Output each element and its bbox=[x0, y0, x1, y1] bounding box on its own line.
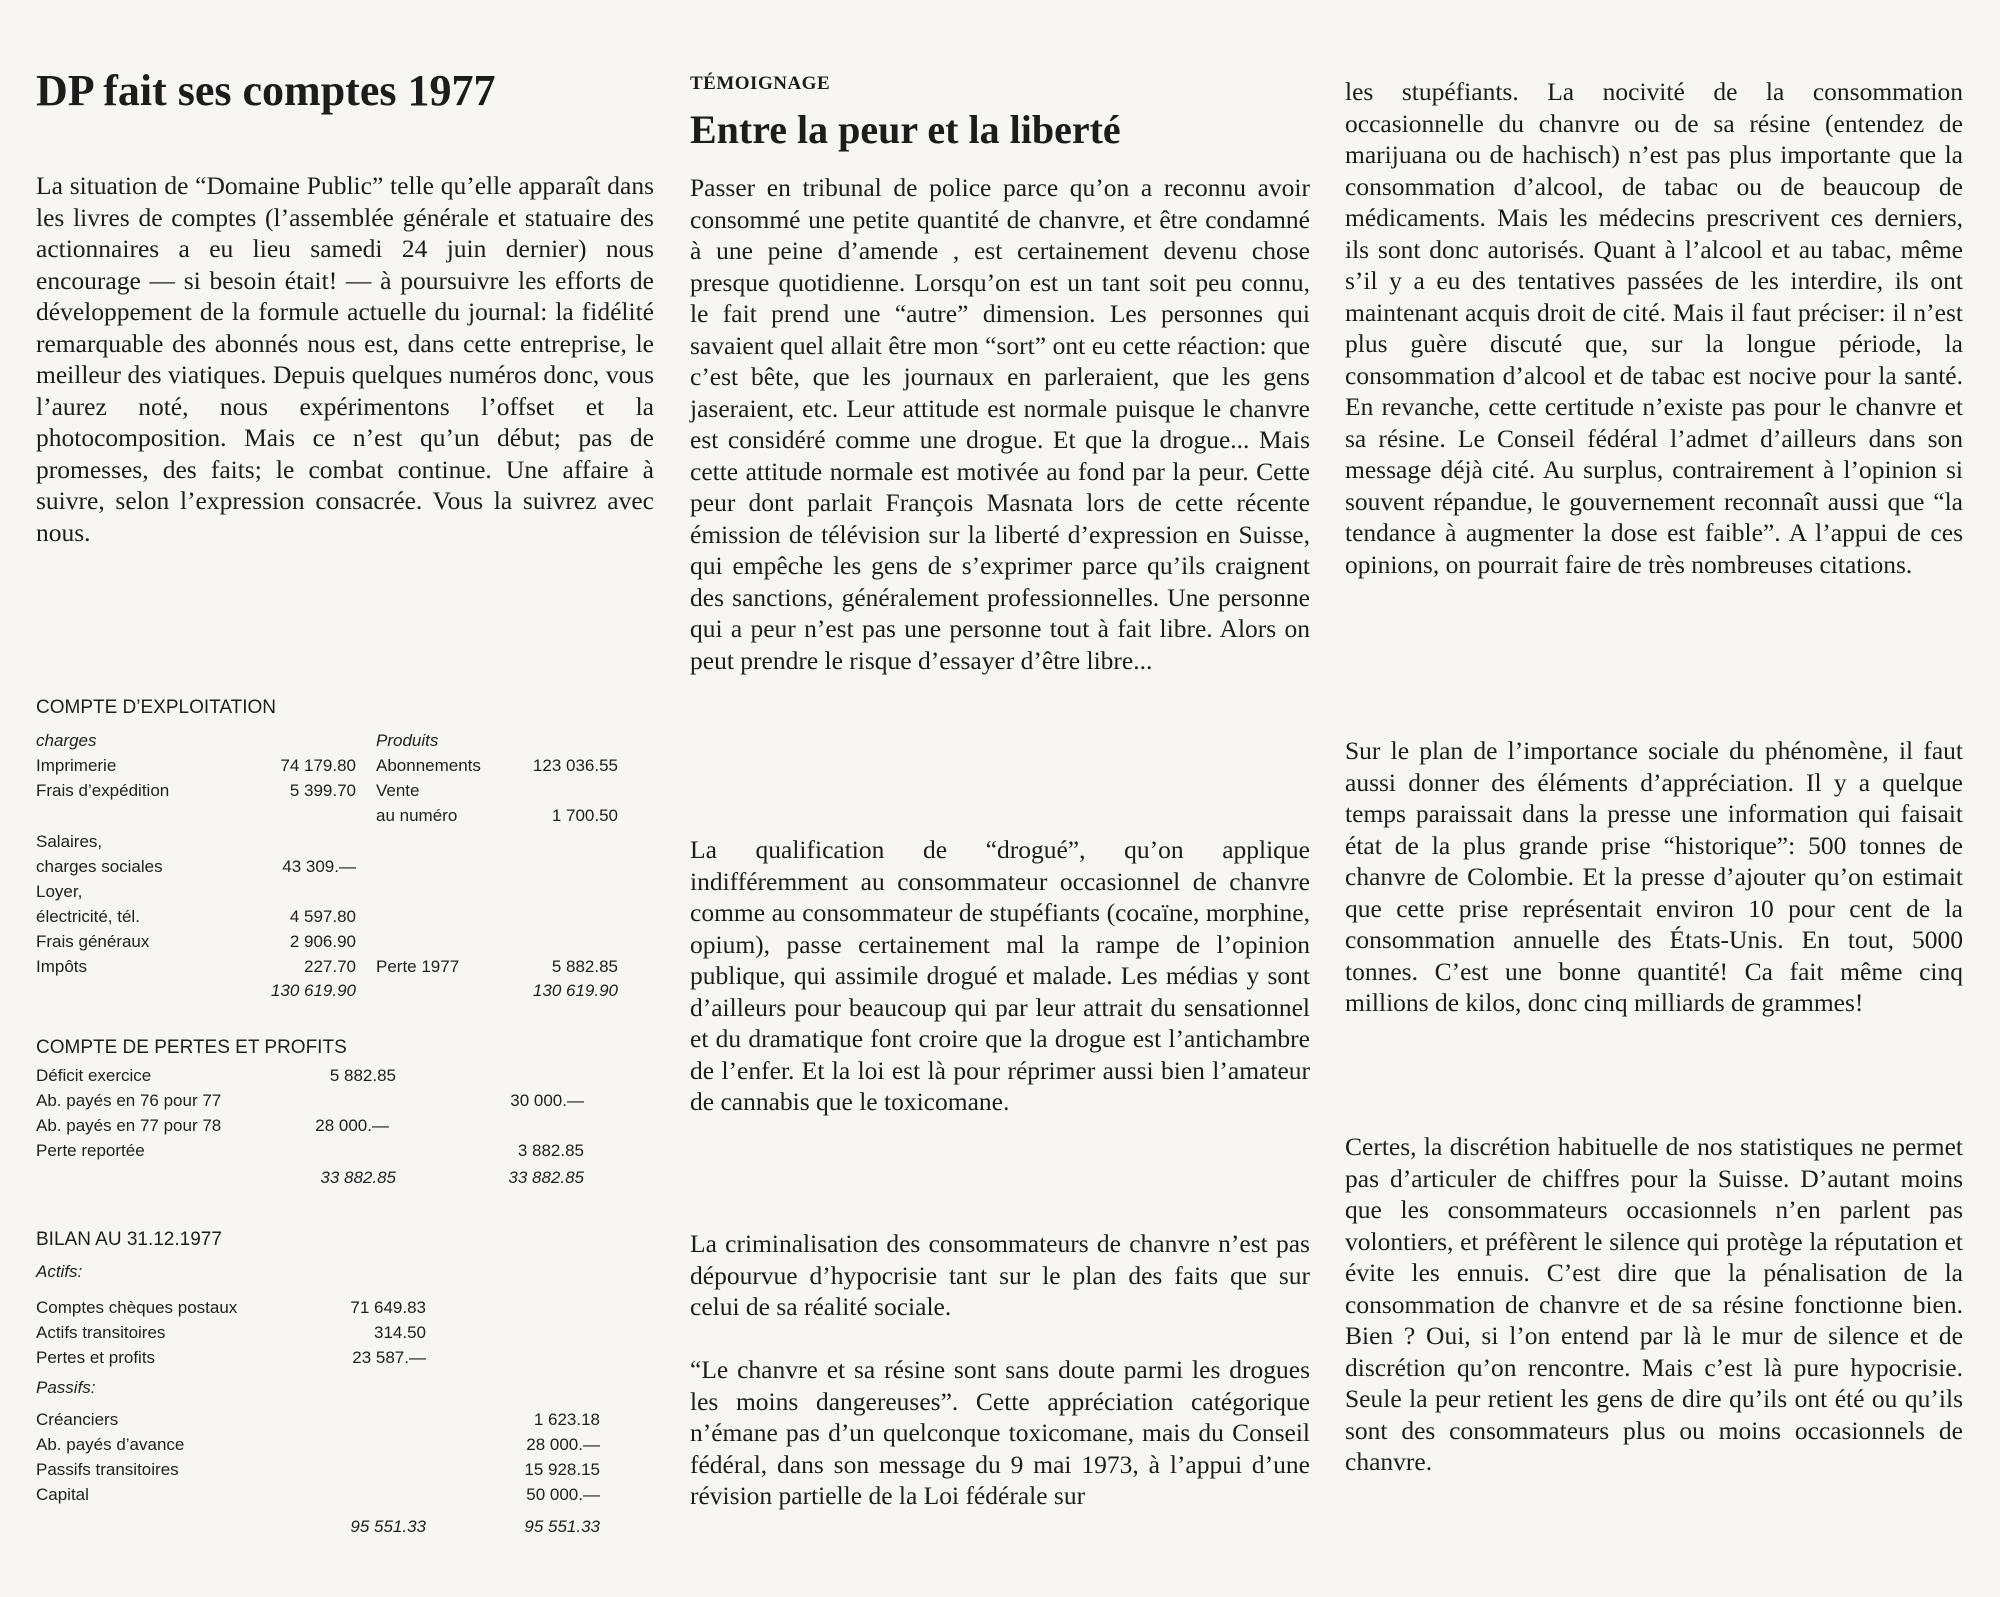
total-passifs: 95 551.33 bbox=[524, 1517, 600, 1536]
passif-row-amount: 15 928.15 bbox=[524, 1460, 600, 1479]
actif-row-amount: 23 587.— bbox=[352, 1348, 426, 1367]
kicker-temoignage: TÉMOIGNAGE bbox=[690, 73, 831, 94]
produits-heading: Produits bbox=[376, 731, 439, 750]
passif-row-amount: 28 000.— bbox=[526, 1435, 600, 1454]
produit-row-amount: 1 700.50 bbox=[551, 806, 618, 825]
exploitation-title: COMPTE D’EXPLOITATION bbox=[36, 697, 276, 718]
bilan bbox=[36, 1227, 656, 1547]
total-charges: 130 619.90 bbox=[270, 981, 356, 1000]
passifs-heading: Passifs: bbox=[36, 1378, 96, 1397]
pertes-row-debit: 5 882.85 bbox=[329, 1066, 396, 1085]
article-paragraph-6: Sur le plan de l’importance sociale du phénomène, il faut aussi donner des éléments d’appréciation. Il y a quelque temps paraissait dans la presse une information qui faisait état de la plus grande prise “historique”: 500 tonnes de chanvre de Colombie. Et la presse d’ajouter qu’on estimait que cette prise représentait environ 10 pour cent de la consommation annuelle des États-Unis. En tout, 5000 tonnes. C’est une bonne quantité! Ca fait même cinq millions de kilos, donc cinq milliards de grammes! bbox=[1345, 736, 1963, 1017]
passif-row-label: Passifs transitoires bbox=[36, 1460, 179, 1479]
headline-peur-liberte: Entre la peur et la liberté bbox=[690, 107, 1121, 152]
article-paragraph-1: Passer en tribunal de police parce qu’on a reconnu avoir consommé une petite quantité de chanvre, et être condamné à une peine d’amende , est certainement devenu chose presque quotidienne. Lorsqu’on est un tant soit peu connu, le fait prend une “autre” dimension. Les personnes qui savaient quel allait être mon “sort” ont eu cette réaction: que c’est bête, que les journaux en parleraient, que les gens jaseraient, etc. Leur attitude est normale puisque le chanvre est considéré comme une drogue. Et que la drogue... Mais cette attitude normale est motivée au fond par la peur. Cette peur dont parlait François Masnata lors de cette récente émission de télévision sur la liberté d’expression en Suisse, qui empêche les gens de s’exprimer parce qu’ils craignent des sanctions, généralement professionnelles. Une personne qui a peur n’est pas une personne tout à fait libre. Alors on peut prendre le risque d’essayer d’être libre... bbox=[690, 173, 1310, 675]
bilan-title: BILAN AU 31.12.1977 bbox=[36, 1229, 222, 1250]
article-paragraph-2: La qualification de “drogué”, qu’on applique indifféremment au consommateur occasionnel de chanvre comme au consommateur de stupéfiants (cocaïne, morphine, opium), passe certainement mal la rampe de l’opinion publique, qui assimile drogué et malade. Les médias y sont d’ailleurs pour beaucoup qui par leur attrait du sensationnel et du dramatique font croire que la drogue est l’antichambre de l’enfer. Et la loi est là pour réprimer aussi bien l’amateur de cannabis que le toxicomane. bbox=[690, 835, 1310, 1116]
charge-row-label: Loyer, bbox=[36, 882, 83, 901]
headline-comptes: DP fait ses comptes 1977 bbox=[36, 66, 496, 115]
charge-row-label: Salaires, bbox=[36, 832, 103, 851]
pertes-row-label: Perte reportée bbox=[36, 1141, 145, 1160]
charge-row-label: Frais d’expédition bbox=[36, 781, 170, 800]
produit-row-label: au numéro bbox=[376, 806, 458, 825]
intro-paragraph: La situation de “Domaine Public” telle qu’elle apparaît dans les livres de comptes (l’assemblée générale et statuaire des actionnaires a eu lieu samedi 24 juin dernier) nous encourage — si besoin était! — à poursuivre les efforts de développement de la formule actuelle du journal: la fidélité remarquable des abonnés nous est, dans cette entreprise, le meilleur des viatiques. Depuis quelques numéros donc, vous l’aurez noté, nous expérimentons l’offset et la photocomposition. Mais ce n’est qu’un début; pas de promesses, des faits; le combat continue. Une affaire à suivre, selon l’expression consacrée. Vous la suivrez avec nous. bbox=[36, 171, 654, 547]
article-paragraph-7: Certes, la discrétion habituelle de nos statistiques ne permet pas d’articuler de chiffres pour la Suisse. D’autant moins que les consommateurs occasionnels n’en parlent pas volontiers, et préfèrent le silence qui protège la réputation et évite les ennuis. C’est dire que la pénalisation de la consommation de chanvre et de sa résine fonctionne bien. Bien ? Oui, si l’on entend par là le mur de silence et de discrétion qu’on rencontre. Mais c’est là pure hypocrisie. Seule la peur retient les gens de dire qu’ils ont été ou qu’ils sont des consommateurs plus ou moins occasionnels de chanvre. bbox=[1345, 1132, 1963, 1476]
actif-row-label: Comptes chèques postaux bbox=[36, 1298, 238, 1317]
actif-row-label: Pertes et profits bbox=[36, 1348, 156, 1367]
pertes-row-debit: 28 000.— bbox=[315, 1116, 389, 1135]
passif-row-amount: 50 000.— bbox=[526, 1485, 600, 1504]
passif-row-label: Capital bbox=[36, 1485, 89, 1504]
charge-row-label: Impôts bbox=[36, 957, 88, 976]
article-paragraph-5: les stupéfiants. La nocivité de la consommation occasionnelle du chanvre ou de sa résine (entendez de marijuana ou de hachisch) n’est pas plus importante que la consommation d’alcool, de tabac ou de beaucoup de médicaments. Mais les médecins prescrivent ces derniers, ils sont donc autorisés. Quant à l’alcool et au tabac, même s’il y a eu des tentatives passées de les interdire, ils ont maintenant acquis droit de cité. Mais il faut préciser: il n’est plus guère discuté que, sur la longue période, la consommation d’alcool et de tabac est nocive pour la santé. En revanche, cette certitude n’existe pas pour le chanvre et sa résine. Le Conseil fédéral l’admet d’ailleurs dans son message déjà cité. Au surplus, contrairement à l’opinion si souvent répandue, le gouvernement reconnaît aussi que “la tendance à augmenter la dose est faible”. A l’appui de ces opinions, on pourrait faire de très nombreuses citations. bbox=[1345, 77, 1963, 579]
charge-row-amount: 5 399.70 bbox=[289, 781, 356, 800]
produit-row-label: Vente bbox=[376, 781, 420, 800]
charge-row-label: charges sociales bbox=[36, 857, 163, 876]
charge-row-amount: 74 179.80 bbox=[280, 756, 356, 775]
produit-row-amount: 123 036.55 bbox=[532, 756, 618, 775]
charge-row-amount: 4 597.80 bbox=[289, 907, 356, 926]
total-actifs: 95 551.33 bbox=[350, 1517, 426, 1536]
total-debit: 33 882.85 bbox=[320, 1168, 396, 1187]
pertes-title: COMPTE DE PERTES ET PROFITS bbox=[36, 1037, 347, 1058]
total-credit: 33 882.85 bbox=[508, 1168, 584, 1187]
produit-row-label: Abonnements bbox=[376, 756, 481, 775]
produit-row-label: Perte 1977 bbox=[376, 957, 460, 976]
actif-row-label: Actifs transitoires bbox=[36, 1323, 166, 1342]
pertes-row-credit: 3 882.85 bbox=[517, 1141, 584, 1160]
produit-row-amount: 5 882.85 bbox=[551, 957, 618, 976]
charge-row-label: électricité, tél. bbox=[36, 907, 140, 926]
charge-row-amount: 227.70 bbox=[304, 957, 356, 976]
charge-row-amount: 2 906.90 bbox=[289, 932, 356, 951]
passif-row-label: Ab. payés d’avance bbox=[36, 1435, 185, 1454]
charge-row-label: Frais généraux bbox=[36, 932, 150, 951]
pertes-row-label: Ab. payés en 76 pour 77 bbox=[36, 1091, 222, 1110]
passif-row-label: Créanciers bbox=[36, 1410, 119, 1429]
charges-heading: charges bbox=[36, 731, 97, 750]
actif-row-amount: 71 649.83 bbox=[350, 1298, 426, 1317]
actif-row-amount: 314.50 bbox=[374, 1323, 426, 1342]
charge-row-label: Imprimerie bbox=[36, 756, 117, 775]
pertes-row-credit: 30 000.— bbox=[510, 1091, 584, 1110]
compte-exploitation bbox=[36, 695, 656, 1015]
pertes-row-label: Ab. payés en 77 pour 78 bbox=[36, 1116, 222, 1135]
pertes-row-label: Déficit exercice bbox=[36, 1066, 152, 1085]
total-produits: 130 619.90 bbox=[532, 981, 618, 1000]
compte-pertes-profits bbox=[36, 1035, 656, 1195]
passif-row-amount: 1 623.18 bbox=[533, 1410, 600, 1429]
actifs-heading: Actifs: bbox=[36, 1262, 83, 1281]
article-paragraph-4: “Le chanvre et sa résine sont sans doute parmi les drogues les moins dangereuses”. Cette appréciation catégorique n’émane pas d’un quelconque toxicomane, mais du Conseil fédéral, dans son message du 9 mai 1973, à l’appui d’une révision partielle de la Loi fédérale sur bbox=[690, 1355, 1310, 1510]
article-paragraph-3: La criminalisation des consommateurs de chanvre n’est pas dépourvue d’hypocrisie tant sur le plan des faits que sur celui de sa réalité sociale. bbox=[690, 1229, 1310, 1321]
charge-row-amount: 43 309.— bbox=[282, 857, 356, 876]
